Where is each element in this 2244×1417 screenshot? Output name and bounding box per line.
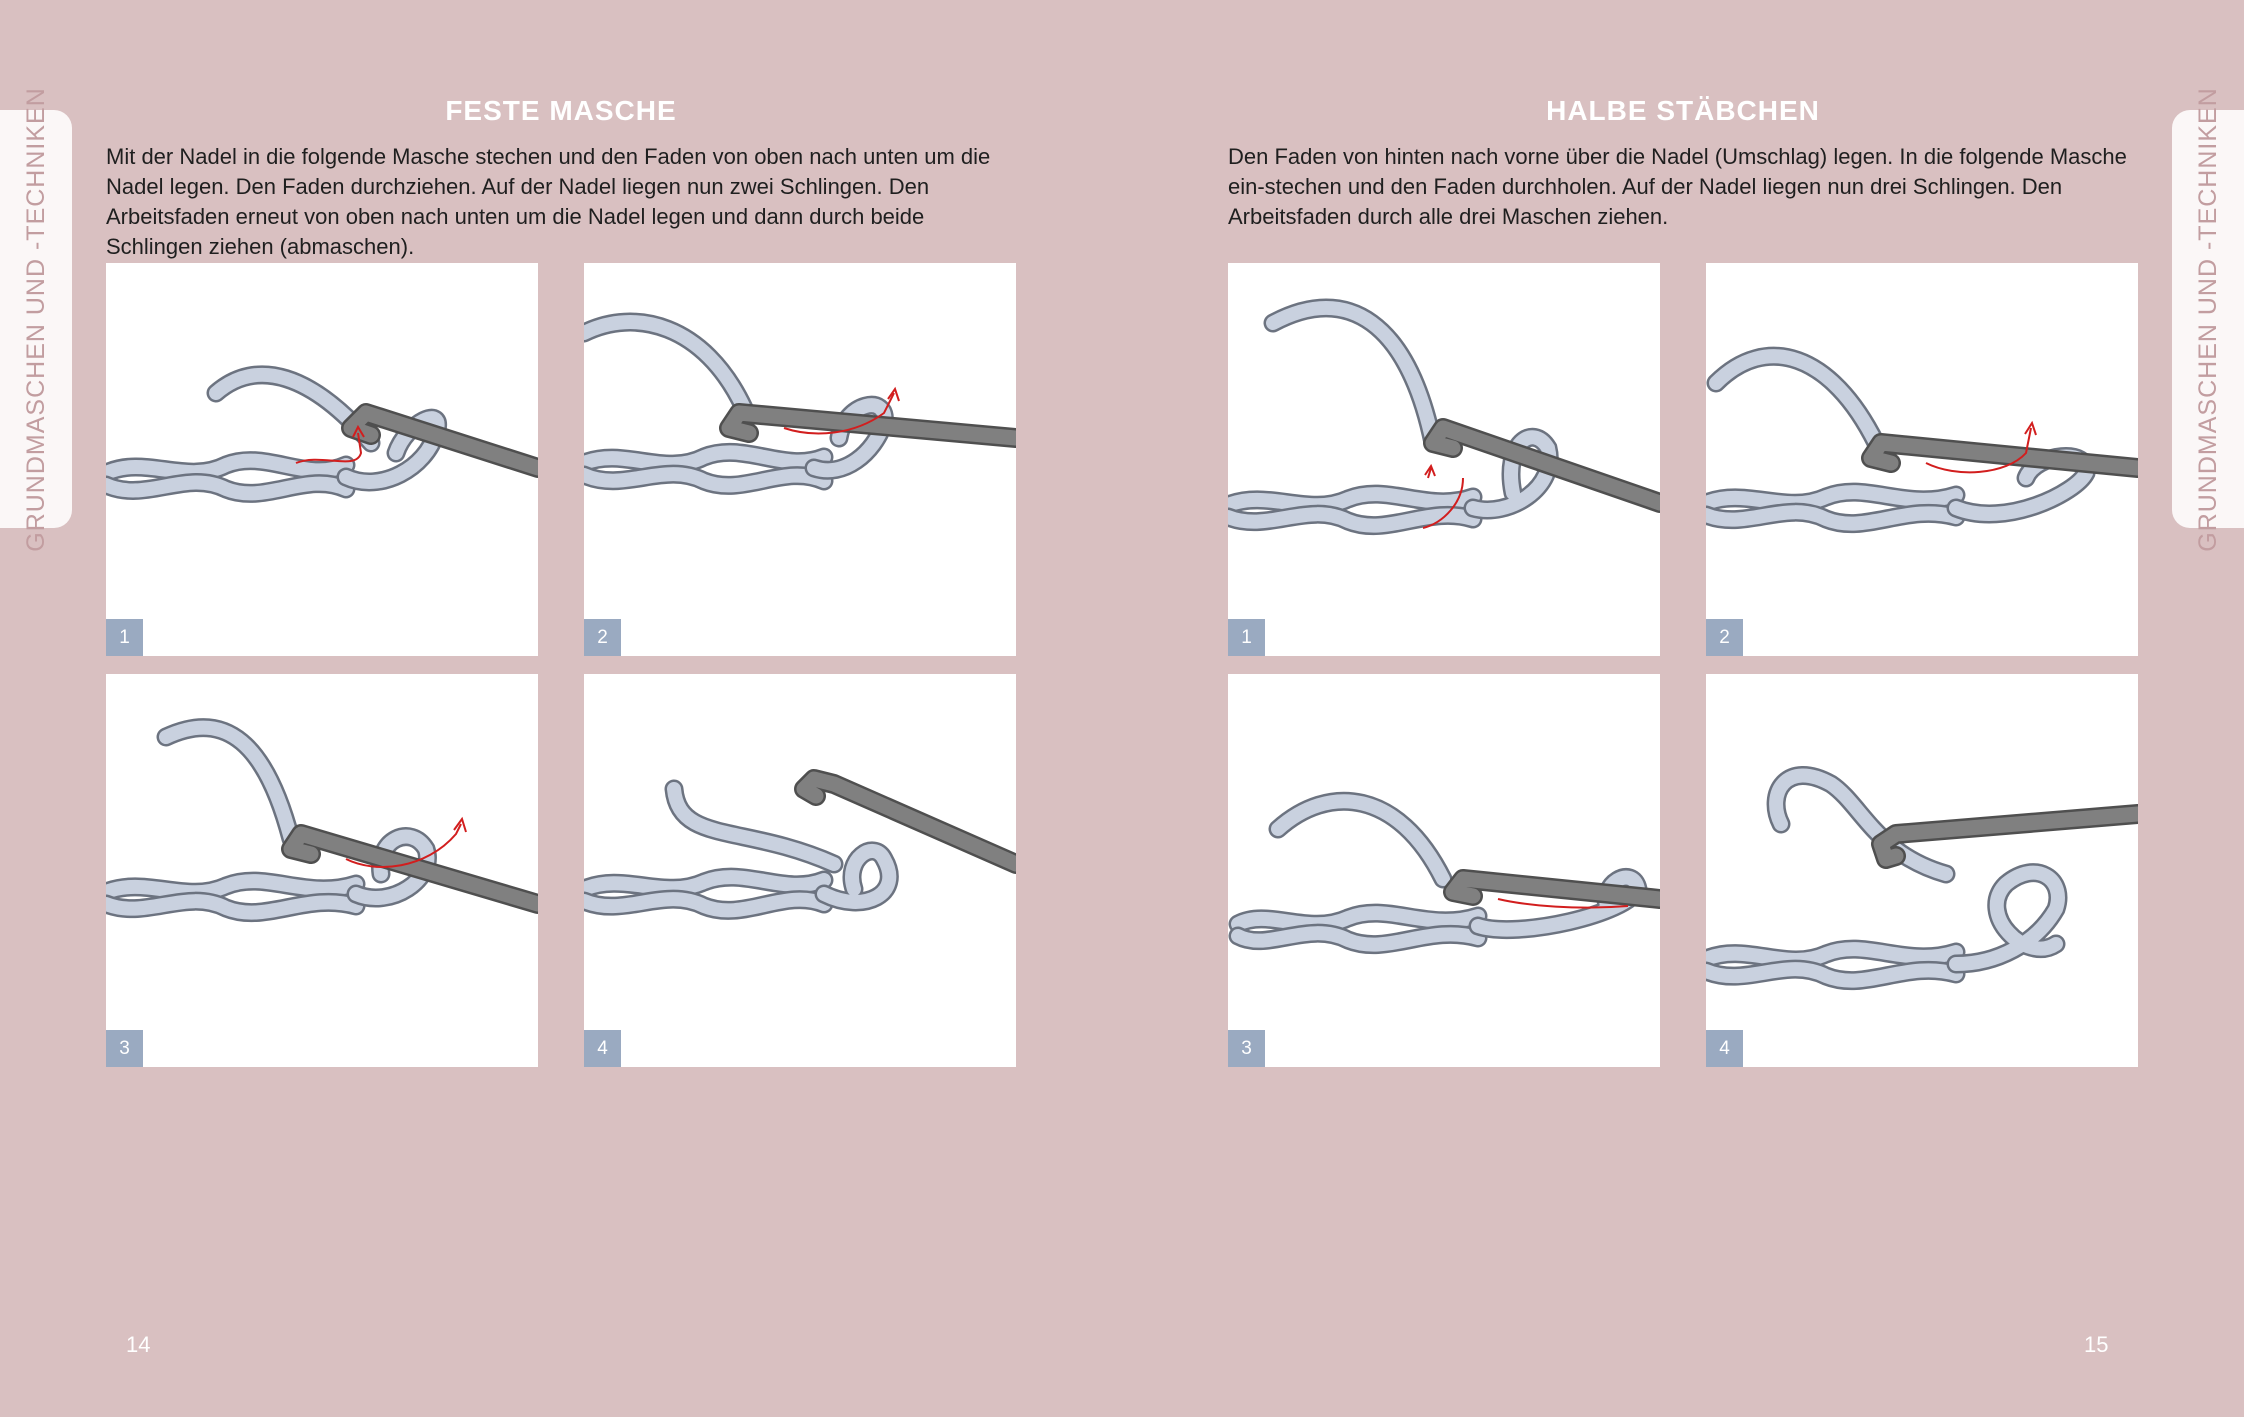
left-step-3-panel — [106, 674, 538, 1067]
left-step-2-panel — [584, 263, 1016, 656]
side-tab-right — [2172, 86, 2244, 552]
step-number-badge: 3 — [1228, 1030, 1265, 1067]
right-step-2-panel — [1706, 263, 2138, 656]
right-title: HALBE STÄBCHEN — [1546, 95, 1820, 126]
step-number-badge: 2 — [584, 619, 621, 656]
crochet-illustration — [1228, 674, 1660, 1067]
step-number-badge: 1 — [1228, 619, 1265, 656]
side-tab-label: GRUNDMASCHEN UND -TECHNIKEN — [2193, 86, 2222, 552]
right-step-1-panel — [1228, 263, 1660, 656]
crochet-illustration — [106, 263, 538, 656]
right-step-3-panel — [1228, 674, 1660, 1067]
crochet-illustration — [1706, 674, 2138, 1067]
step-number-badge: 3 — [106, 1030, 143, 1067]
page-number-left: 14 — [126, 1332, 151, 1357]
crochet-illustration — [106, 674, 538, 1067]
left-title: FESTE MASCHE — [445, 95, 677, 126]
right-step-4-panel — [1706, 674, 2138, 1067]
left-intro-text: Mit der Nadel in die folgende Masche stechen und den Faden von oben nach unten um die Nadel legen. Den Faden durchziehen. Auf der Nadel liegen nun zwei Schlingen. Den Arbeitsfaden erneut von oben nach unten um die Nadel legen und dann durch beide Schlingen ziehen (abmaschen). — [106, 144, 991, 259]
left-step-1-panel — [106, 263, 538, 656]
side-tab-label: GRUNDMASCHEN UND -TECHNIKEN — [21, 86, 50, 552]
right-intro-text: Den Faden von hinten nach vorne über die Nadel (Umschlag) legen. In die folgende Masche ein-stechen und den Faden durchholen. Auf der Nadel liegen nun drei Schlingen. Den Arbeitsfaden durch alle drei Maschen ziehen. — [1228, 144, 2127, 229]
crochet-illustration — [1228, 263, 1660, 656]
crochet-illustration — [1706, 263, 2138, 656]
left-step-4-panel — [584, 674, 1016, 1067]
page-number-right: 15 — [2084, 1332, 2109, 1357]
step-number-badge: 4 — [1706, 1030, 1743, 1067]
step-number-badge: 4 — [584, 1030, 621, 1067]
step-number-badge: 1 — [106, 619, 143, 656]
crochet-illustration — [584, 263, 1016, 656]
step-number-badge: 2 — [1706, 619, 1743, 656]
right-page — [1122, 0, 2244, 1417]
crochet-illustration — [584, 674, 1016, 1067]
side-tab-left — [0, 86, 72, 552]
